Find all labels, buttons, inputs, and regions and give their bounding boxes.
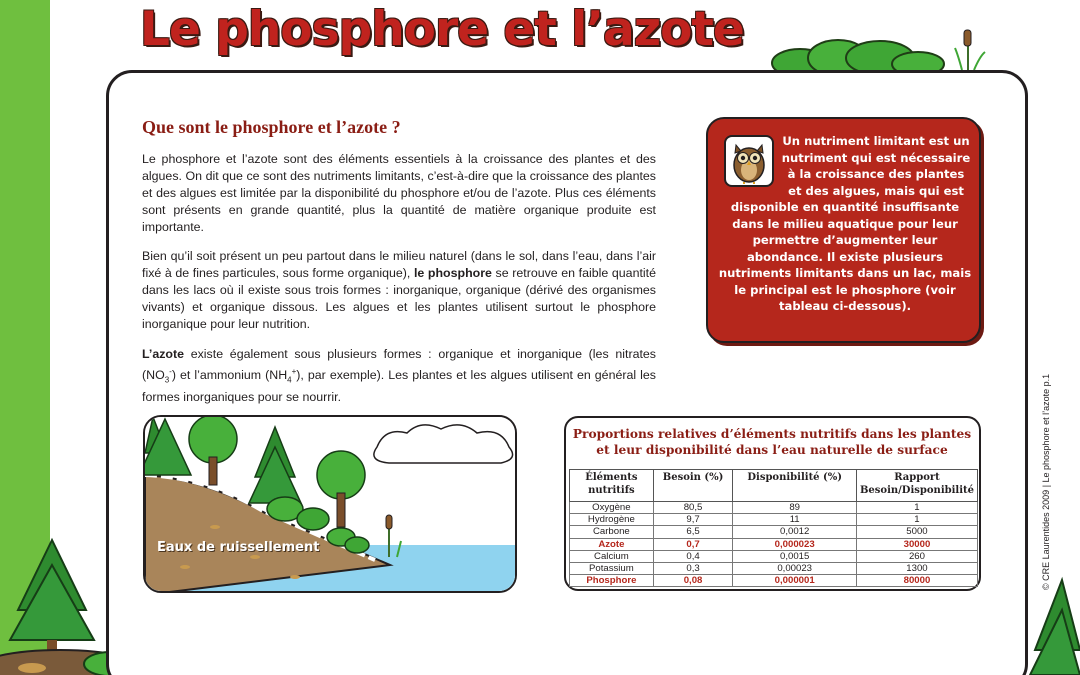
subscript: 3 <box>164 375 170 385</box>
table-cell-rapport: 1 <box>856 502 977 514</box>
paragraph-phosphore <box>142 248 656 333</box>
paragraph-intro: Le phosphore et l’azote sont des éléments essentiels à la croissance des plantes et des algues. On dit que ce sont des nutriments limitants, c’est-à-dire que la croissance des plantes et des algues est limitée par la disponibilité du phosphore et/ou de l’azote. Plus ces éléments sont présents en grande quantité, plus la quantité de matière organique produite est importante. <box>142 152 656 234</box>
paragraph-text: ), par exemple). Les plantes et les algues utilisent en général les formes inorganiques pour se nourrir. <box>142 368 656 404</box>
subscript: 4 <box>287 375 292 385</box>
superscript: - <box>169 367 172 376</box>
column-header-besoin: Besoin (%) <box>653 470 733 502</box>
table-cell-rapport: 5000 <box>856 526 977 538</box>
table-row <box>570 526 978 538</box>
copyright-note: © CRE Laurentides 2009 | Le phosphore et l’azote p.1 <box>1041 373 1051 590</box>
bold-term-phosphore: le phosphore <box>413 266 492 280</box>
paragraph-text: Bien qu’il soit présent un peu partout dans le milieu naturel (dans le sol, dans l’eau, dans l’air fixé à de fines particules, sous forme organique), <box>142 249 656 280</box>
icon-spacer <box>718 133 780 199</box>
table-body <box>570 502 978 587</box>
callout-text-block <box>718 133 972 315</box>
table-cell-besoin: 0,3 <box>653 562 733 574</box>
table-cell-besoin: 0,4 <box>653 550 733 562</box>
table-cell-element: Calcium <box>570 550 654 562</box>
table-cell-element: Potassium <box>570 562 654 574</box>
tree-icon <box>1030 580 1080 675</box>
runoff-landscape-graphic <box>145 417 517 593</box>
reed-icon <box>955 30 985 70</box>
table-cell-disponibilite: 0,0012 <box>733 526 857 538</box>
table-cell-rapport: 80000 <box>856 575 977 587</box>
table-cell-besoin: 80,5 <box>653 502 733 514</box>
table-cell-disponibilite: 89 <box>733 502 857 514</box>
page-title: Le phosphore et l’azote <box>140 2 744 57</box>
table-row <box>570 502 978 514</box>
table-cell-besoin: 0,08 <box>653 575 733 587</box>
table-row <box>570 575 978 587</box>
paragraph-text: existe également sous plusieurs formes : organique et inorganique (les nitrates (NO <box>142 347 656 383</box>
table-cell-disponibilite: 0,000001 <box>733 575 857 587</box>
table-row <box>570 514 978 526</box>
table-header-row <box>570 470 978 502</box>
table-cell-besoin: 9,7 <box>653 514 733 526</box>
table-row <box>570 562 978 574</box>
table-cell-besoin: 6,5 <box>653 526 733 538</box>
table-cell-besoin: 0,7 <box>653 538 733 550</box>
table-cell-rapport: 1 <box>856 514 977 526</box>
section-heading: Que sont le phosphore et l’azote ? <box>142 117 401 137</box>
paragraph-azote <box>142 346 656 406</box>
table-cell-element: Azote <box>570 538 654 550</box>
table-row <box>570 550 978 562</box>
runoff-illustration <box>143 415 517 593</box>
table-cell-disponibilite: 11 <box>733 514 857 526</box>
callout-text: Un nutriment limitant est un nutriment qui est nécessaire à la croissance des plantes et des algues, mais qui est disponible en quantité insuffisante dans le milieu aquatique pour leur permettre d’augmenter leur abondance. Il existe plusieurs nutriments limitants dans un lac, mais le principal est le phosphore (voir tableau ci-dessous). <box>718 134 972 313</box>
runoff-label: Eaux de ruissellement <box>157 540 320 555</box>
column-header-element: Éléments nutritifs <box>570 470 654 502</box>
table-cell-rapport: 1300 <box>856 562 977 574</box>
bold-term-azote: L’azote <box>142 347 184 361</box>
table-cell-element: Oxygène <box>570 502 654 514</box>
nutrient-table <box>569 469 978 587</box>
table-cell-disponibilite: 0,000023 <box>733 538 857 550</box>
table-row <box>570 538 978 550</box>
table-cell-element: Phosphore <box>570 575 654 587</box>
paragraph-text: ) et l’ammonium (NH <box>171 368 288 383</box>
table-cell-disponibilite: 0,0015 <box>733 550 857 562</box>
paragraph-text: se retrouve en faible quantité dans les lacs où il existe sous trois formes : inorganique, organique (dérivé des organismes vivants) et organique dissous. Les algues et les plantes utilisent surtout le phosphore inorganique pour leur nutrition. <box>142 266 656 331</box>
table-cell-rapport: 30000 <box>856 538 977 550</box>
column-header-rapport: Rapport Besoin/Disponibilité <box>856 470 977 502</box>
table-cell-disponibilite: 0,00023 <box>733 562 857 574</box>
table-cell-element: Carbone <box>570 526 654 538</box>
table-cell-element: Hydrogène <box>570 514 654 526</box>
superscript: + <box>291 367 297 376</box>
table-cell-rapport: 260 <box>856 550 977 562</box>
column-header-disponibilite: Disponibilité (%) <box>733 470 857 502</box>
table-title: Proportions relatives d’éléments nutritifs dans les plantes et leur disponibilité dans l’eau naturelle de surface <box>572 427 972 457</box>
